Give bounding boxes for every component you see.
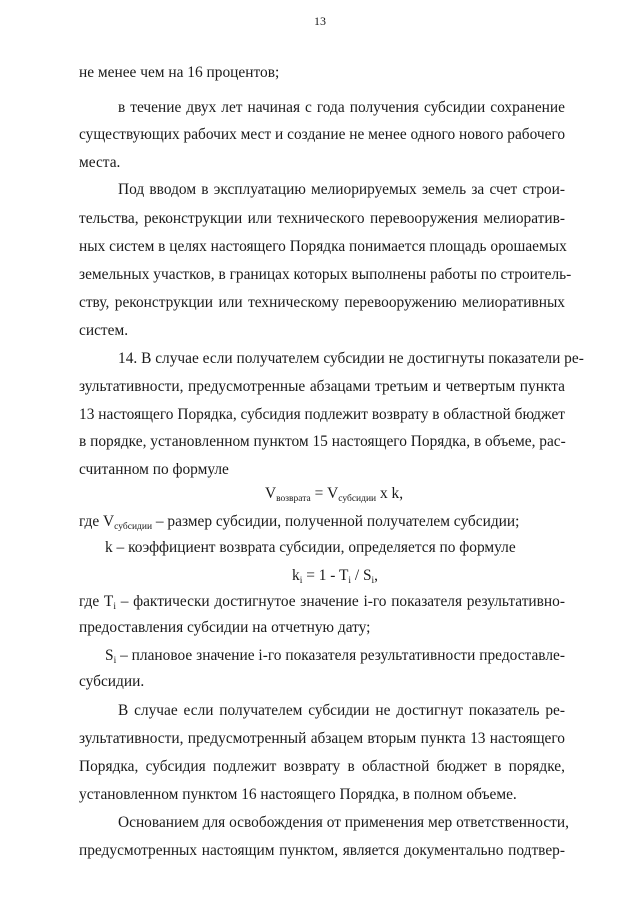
- formula-sub-subsidy: субсидии: [338, 494, 377, 504]
- where-text: – плановое значение i-го показателя результативности предоставле-: [116, 647, 565, 664]
- where-text: – размер субсидии, полученной получателем субсидии;: [152, 513, 520, 530]
- where-text: – фактически достигнутое значение i-го показателя результативно-: [115, 593, 565, 610]
- formula-tail: x k,: [376, 485, 404, 502]
- text-line: Порядка, субсидия подлежит возврату в областной бюджет в порядке,: [79, 758, 565, 775]
- text-line: зультативности, предусмотренные абзацами третьим и четвертым пункта: [79, 378, 565, 395]
- formula-mid: = 1 - T: [302, 567, 349, 584]
- text-line: установленном пунктом 16 настоящего Порядка, в полном объеме.: [79, 786, 517, 803]
- text-line: в порядке, установленном пунктом 15 настоящего Порядка, в объеме, рас-: [79, 433, 566, 450]
- formula-sub-i: i: [348, 576, 351, 586]
- text-line: Под вводом в эксплуатацию мелиорируемых земель за счет строи-: [118, 181, 565, 198]
- where-sub: i: [113, 602, 116, 612]
- formula-eq: =: [310, 485, 328, 502]
- text-line: ных систем в целях настоящего Порядка понимается площадь орошаемых: [79, 238, 567, 255]
- text-line: считанном по формуле: [79, 461, 229, 478]
- text-line: 13 настоящего Порядка, субсидия подлежит возврату в областной бюджет: [79, 406, 565, 423]
- text-line: В случае если получателем субсидии не достигнут показатель ре-: [118, 702, 565, 719]
- text-line: места.: [79, 154, 121, 171]
- text-line: k – коэффициент возврата субсидии, определяется по формуле: [105, 539, 516, 556]
- where-prefix: S: [105, 647, 114, 664]
- where-prefix: где T: [79, 593, 114, 610]
- text-line: предоставления субсидии на отчетную дату;: [79, 619, 371, 636]
- text-line: систем.: [79, 322, 129, 339]
- formula-end: ,: [374, 567, 379, 584]
- formula-sub-return: возврата: [276, 494, 311, 504]
- text-line-where-t: [79, 592, 565, 612]
- text-line: тельства, реконструкции или технического перевооружения мелиоратив-: [79, 210, 565, 227]
- text-line: ству, реконструкции или техническому перевооружению мелиоративных: [79, 294, 565, 311]
- formula-v: V: [265, 485, 277, 502]
- text-line: не менее чем на 16 процентов;: [79, 64, 280, 81]
- text-line: зультативности, предусмотренный абзацем вторым пункта 13 настоящего: [79, 730, 565, 747]
- where-sub: i: [113, 656, 117, 666]
- text-line: предусмотренных настоящим пунктом, является документально подтвер-: [79, 842, 565, 859]
- text-line: субсидии.: [79, 673, 145, 690]
- formula-sub-i: i: [371, 576, 375, 586]
- formula-k: k: [292, 567, 300, 584]
- text-line: 14. В случае если получателем субсидии не достигнуты показатели ре-: [118, 350, 584, 367]
- formula-v: V: [327, 485, 339, 502]
- page-number: 13: [314, 14, 326, 28]
- formula-sub-i: i: [299, 576, 303, 586]
- text-line: Основанием для освобождения от применения мер ответственности,: [118, 814, 569, 831]
- text-line: в течение двух лет начиная с года получения субсидии сохранение: [118, 99, 565, 116]
- formula-return-volume: [265, 484, 411, 504]
- formula-slash: / S: [351, 567, 372, 584]
- where-prefix: где V: [79, 513, 115, 530]
- text-line: существующих рабочих мест и создание не менее одного нового рабочего: [79, 126, 566, 143]
- where-sub: субсидии: [114, 522, 153, 532]
- formula-coefficient: [292, 566, 379, 586]
- text-line: земельных участков, в границах которых выполнены работы по строитель-: [79, 266, 572, 283]
- text-line-where-v: [79, 512, 565, 532]
- text-line-where-s: [105, 646, 565, 666]
